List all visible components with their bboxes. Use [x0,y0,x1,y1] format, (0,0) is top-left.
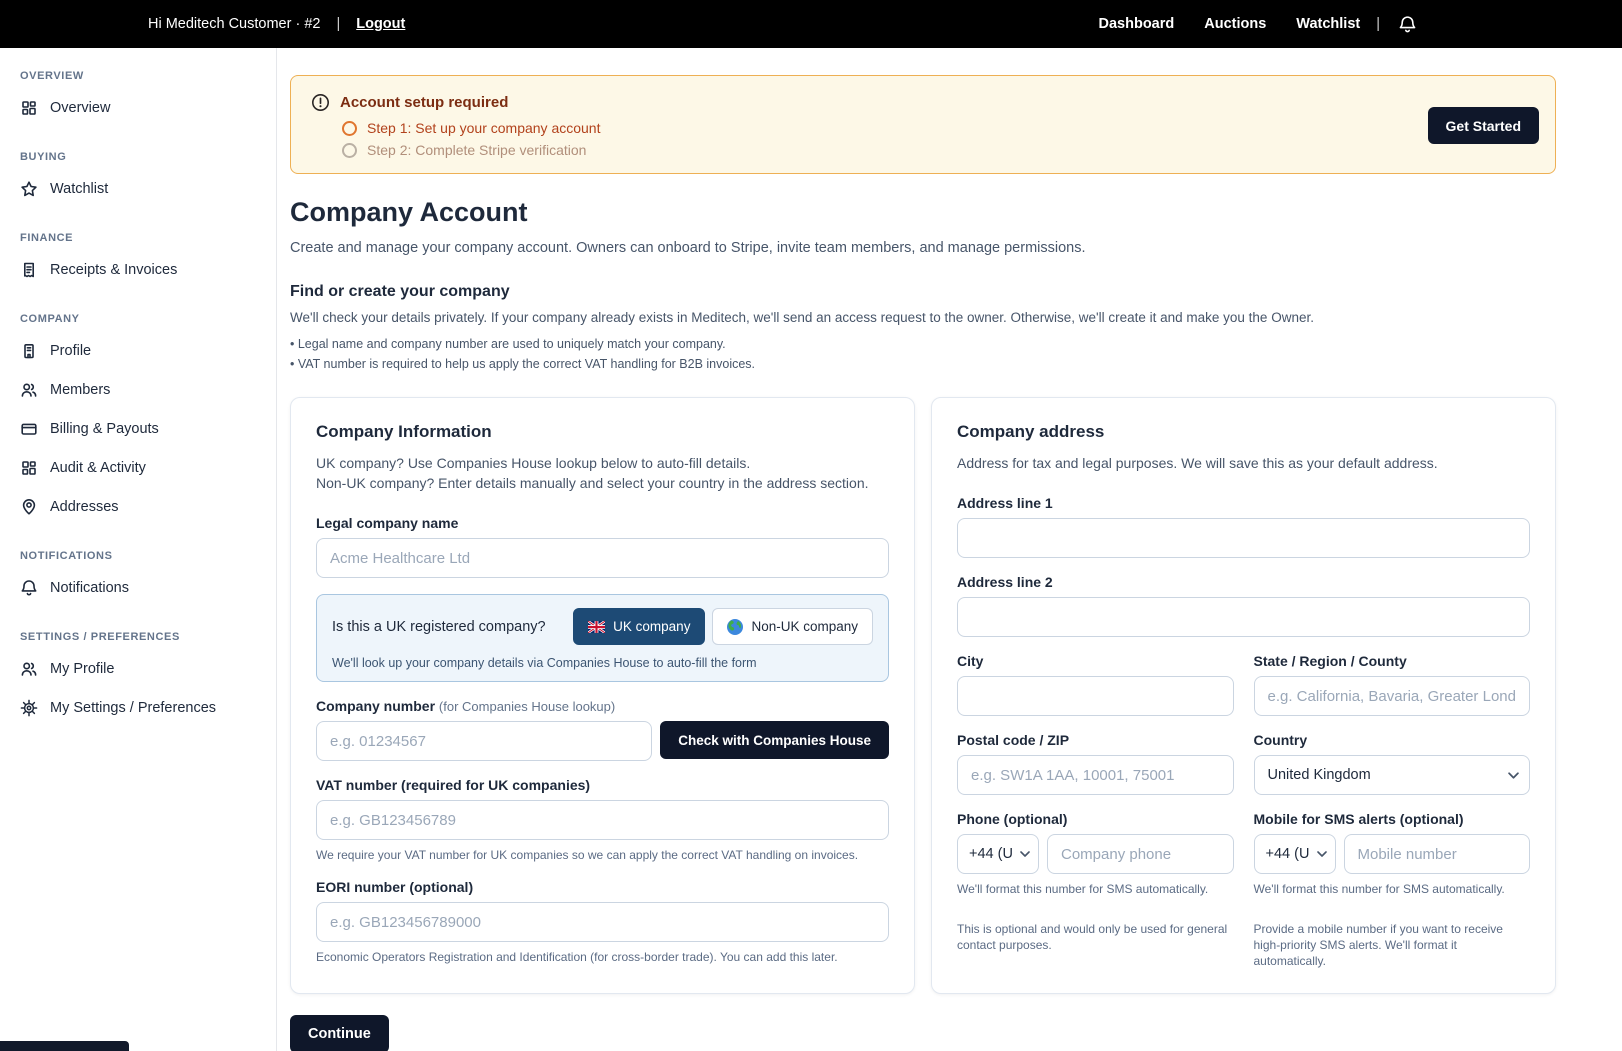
nav-dashboard-link[interactable]: Dashboard [1098,16,1175,32]
vat-number-label: VAT number (required for UK companies) [316,777,591,793]
sidebar-item-addresses[interactable] [20,487,258,526]
alert-warning-icon [311,93,330,158]
company-information-title: Company Information [316,422,492,441]
header-divider: | [336,16,341,32]
user-greeting: Hi Meditech Customer · #2 [148,16,321,32]
sidebar-item-label: Members [50,381,111,398]
phone-label: Phone (optional) [957,811,1068,827]
non-uk-company-button-label: Non-UK company [751,619,858,634]
sidebar-item-label: Overview [50,99,111,116]
country-select[interactable] [1254,755,1531,795]
mobile-country-code-select[interactable] [1254,834,1336,874]
company-number-label-hint: (for Companies House lookup) [438,699,616,714]
sidebar-item-label: Billing & Payouts [50,420,159,437]
page-title: Company Account [290,197,528,227]
company-address-card [931,397,1556,994]
legal-company-name-label: Legal company name [316,515,459,531]
uk-company-button-label: UK company [613,619,691,634]
company-number-label-text: Company number [316,698,436,714]
company-address-subtitle: Address for tax and legal purposes. We will save this as your default address. [957,455,1438,471]
chevron-down-icon [1508,772,1519,779]
sidebar-item-label: Notifications [50,579,129,596]
continue-button[interactable]: Continue [290,1015,389,1051]
company-number-label [316,698,889,714]
get-started-button[interactable]: Get Started [1428,107,1539,144]
postal-code-label: Postal code / ZIP [957,732,1070,748]
sidebar-group-buying [20,151,258,208]
sidebar-group-label: OVERVIEW [20,70,84,82]
state-region-label: State / Region / County [1253,653,1407,669]
sidebar-item-members[interactable] [20,370,258,409]
sidebar-group-notifications [20,550,258,607]
gear-icon [20,699,38,717]
setup-step-2 [342,142,600,158]
state-region-input[interactable] [1254,676,1531,716]
header-divider: | [1376,16,1380,32]
credit-card-icon [20,420,38,438]
nav-auctions-link[interactable]: Auctions [1204,16,1267,32]
sidebar-group-finance [20,232,258,289]
bottom-left-partial-element [0,1041,129,1051]
grid-icon [20,99,38,117]
sidebar-group-label: NOTIFICATIONS [20,550,113,562]
building-icon [20,342,38,360]
find-company-description: We'll check your details privately. If your company already exists in Meditech, we'll send an access request to the owner. Otherwise, we'll create it and make you the Owner. [290,310,1314,325]
vat-number-input[interactable] [316,800,889,840]
uk-lookup-note: We'll look up your company details via Companies House to auto-fill the form [332,656,757,670]
phone-format-help: We'll format this number for SMS automatically. [957,882,1209,896]
logout-link[interactable]: Logout [356,16,406,32]
sidebar-item-label: Profile [50,342,92,359]
sidebar-group-label: FINANCE [20,232,74,244]
country-label: Country [1253,732,1308,748]
non-uk-company-button[interactable] [712,608,873,645]
company-phone-input[interactable] [1047,834,1234,874]
users-icon [20,660,38,678]
sidebar-item-notifications[interactable] [20,568,258,607]
find-company-heading: Find or create your company [290,283,510,300]
chevron-down-icon [1020,851,1030,857]
nav-watchlist-link[interactable]: Watchlist [1296,16,1361,32]
uk-company-question: Is this a UK registered company? [332,618,546,635]
sidebar-item-label: My Profile [50,660,115,677]
top-navigation-bar [0,0,1622,48]
step-1-label: Step 1: Set up your company account [367,120,601,136]
sidebar-item-my-settings[interactable] [20,688,258,727]
check-companies-house-button[interactable]: Check with Companies House [660,721,889,759]
sidebar-item-watchlist[interactable] [20,169,258,208]
sidebar-item-label: My Settings / Preferences [50,699,217,716]
company-information-line-2: Non-UK company? Enter details manually and select your country in the address section. [316,475,869,491]
sidebar-item-label: Watchlist [50,180,109,197]
star-icon [20,180,38,198]
vat-help-text: We require your VAT number for UK companies so we can apply the correct VAT handling on invoices. [316,848,859,862]
users-icon [20,381,38,399]
mobile-sms-label: Mobile for SMS alerts (optional) [1253,811,1464,827]
country-select-value: United Kingdom [1267,767,1371,783]
mobile-alerts-note: Provide a mobile number if you want to receive high-priority SMS alerts. We'll format it automatically. [1253,922,1503,968]
sidebar-item-label: Addresses [50,498,119,515]
main-content [277,48,1622,1051]
setup-step-1 [342,120,600,136]
uk-company-toggle-box [316,594,889,682]
sidebar-item-audit-activity[interactable] [20,448,258,487]
company-information-line-1: UK company? Use Companies House lookup below to auto-fill details. [316,455,751,471]
map-pin-icon [20,498,38,516]
step-2-label: Step 2: Complete Stripe verification [367,142,587,158]
sidebar-group-company [20,313,258,526]
address-line-2-input[interactable] [957,597,1530,637]
address-line-1-input[interactable] [957,518,1530,558]
sidebar-group-label: COMPANY [20,313,80,325]
company-address-title: Company address [957,422,1105,441]
company-information-card [290,397,915,994]
chevron-down-icon [1317,851,1327,857]
step-1-radio-icon [342,121,357,136]
bell-icon [20,579,38,597]
globe-icon [727,619,743,635]
uk-flag-icon [588,621,605,633]
sidebar-item-my-profile[interactable] [20,649,258,688]
sidebar-item-overview[interactable] [20,88,258,127]
sidebar-group-overview [20,70,258,127]
page-subtitle: Create and manage your company account. Owners can onboard to Stripe, invite team members, and manage permissions. [290,240,1086,256]
sidebar-group-label: BUYING [20,151,67,163]
mobile-number-input[interactable] [1344,834,1531,874]
postal-code-input[interactable] [957,755,1234,795]
phone-country-code-value: +44 (U [969,846,1013,862]
step-2-radio-icon [342,143,357,158]
sidebar-item-billing-payouts[interactable] [20,409,258,448]
mobile-format-help: We'll format this number for SMS automatically. [1253,882,1505,896]
sidebar-group-label: SETTINGS / PREFERENCES [20,631,180,643]
legal-company-name-input[interactable] [316,538,889,578]
account-setup-alert [290,75,1556,174]
city-label: City [957,653,984,669]
sidebar [0,48,277,1051]
sidebar-item-label: Audit & Activity [50,459,146,476]
sidebar-group-settings [20,631,258,727]
receipt-icon [20,261,38,279]
notifications-bell-icon[interactable] [1398,15,1417,34]
sidebar-item-label: Receipts & Invoices [50,261,178,278]
city-input[interactable] [957,676,1234,716]
phone-optional-note: This is optional and would only be used for general contact purposes. [957,922,1228,952]
mobile-country-code-value: +44 (U [1265,846,1310,862]
address-line-1-label: Address line 1 [957,495,1053,511]
alert-title: Account setup required [340,94,509,111]
sidebar-item-receipts-invoices[interactable] [20,250,258,289]
sidebar-item-profile[interactable] [20,331,258,370]
eori-number-input[interactable] [316,902,889,942]
grid-icon [20,459,38,477]
eori-help-text: Economic Operators Registration and Identification (for cross-border trade). You can add this later. [316,950,838,964]
phone-country-code-select[interactable] [957,834,1039,874]
address-line-2-label: Address line 2 [957,574,1053,590]
find-company-bullet-2: • VAT number is required to help us apply the correct VAT handling for B2B invoices. [290,357,756,371]
eori-number-label: EORI number (optional) [316,879,474,895]
company-number-input[interactable] [316,721,652,761]
find-company-bullet-1: • Legal name and company number are used to uniquely match your company. [290,337,726,351]
uk-company-button[interactable] [573,608,705,645]
